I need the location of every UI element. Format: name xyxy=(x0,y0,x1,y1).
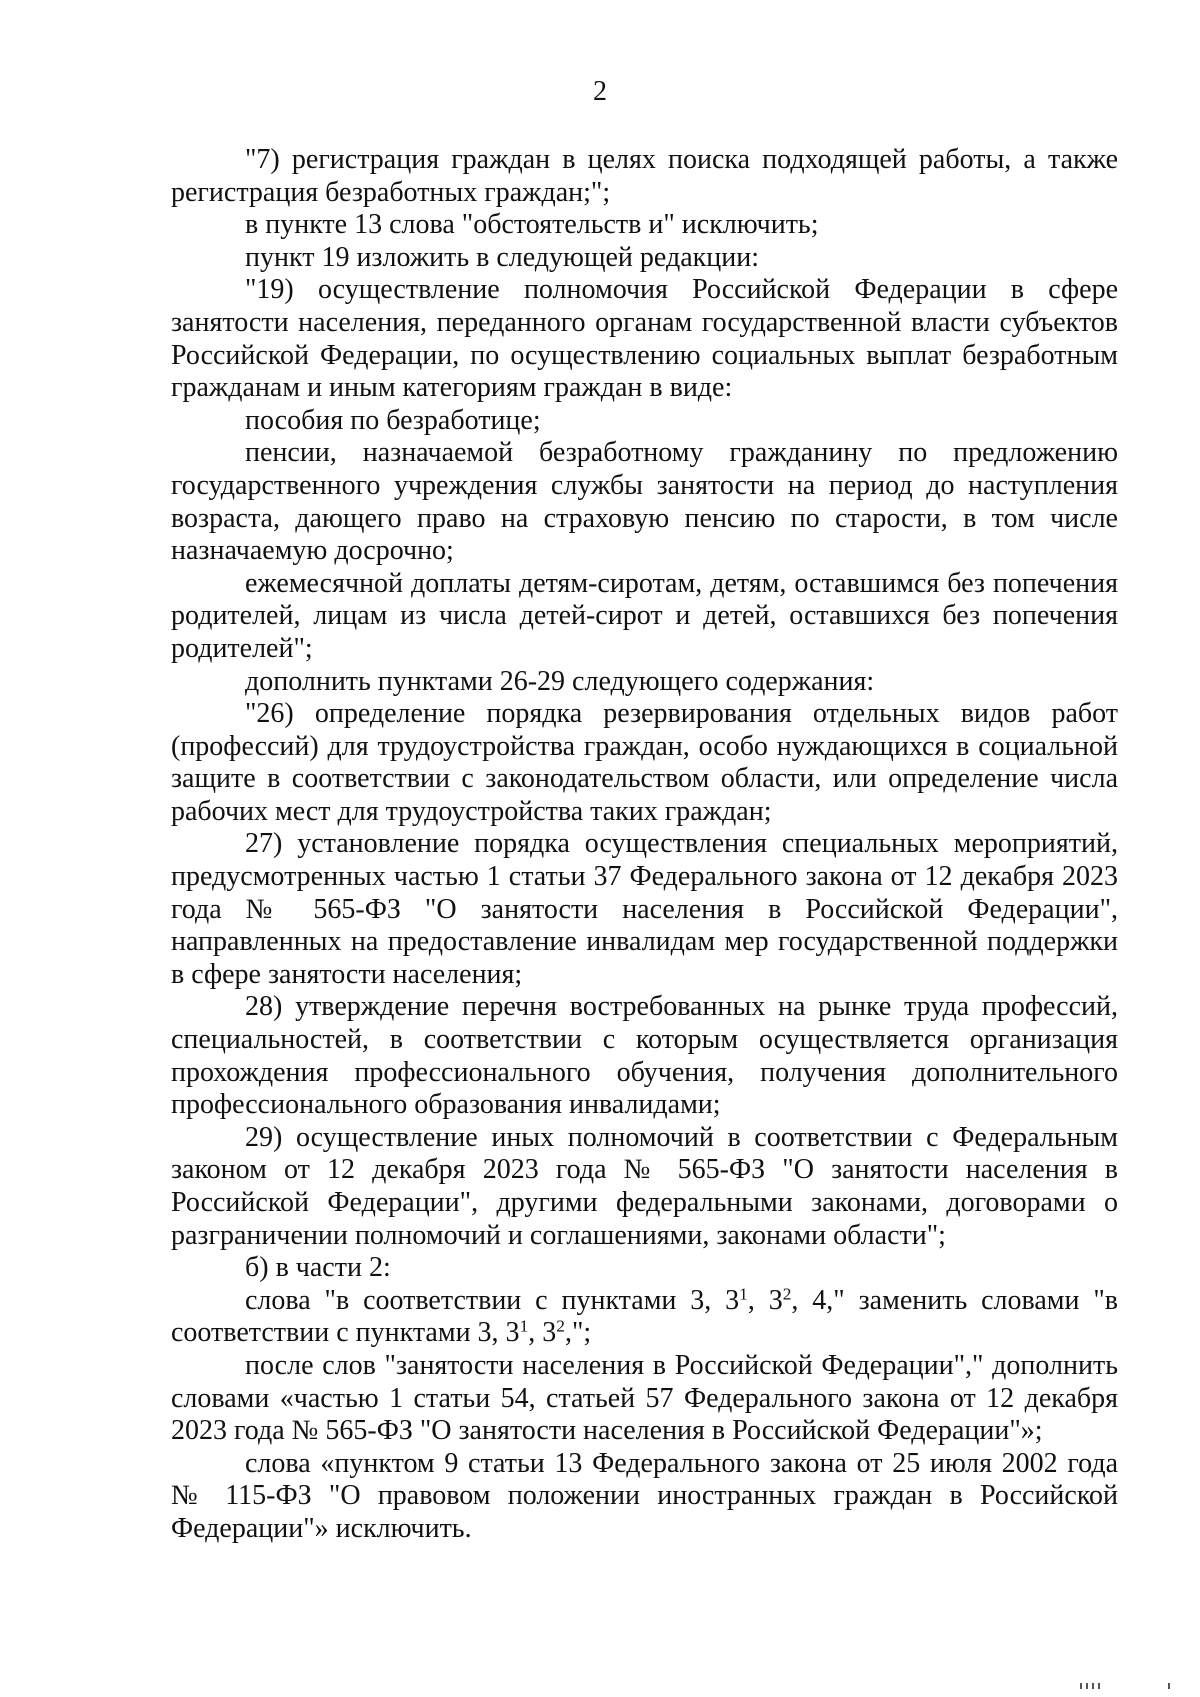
scan-artifact-marks xyxy=(1080,1683,1190,1691)
replace-text-e: ,"; xyxy=(564,1317,592,1349)
paragraph-item-28: 28) утверждение перечня востребованных на рынке труда профессий, специальностей, в соответствии с которым осуществляется организация прохождения профессионального обучения, получения дополнительного профессионального образования инвалидами; xyxy=(171,991,1118,1121)
replace-text-d: , 3 xyxy=(528,1317,557,1349)
replace-text-c: , 4," заменить словами "в соответствии с пунктами 3, 3 xyxy=(171,1284,1119,1349)
scan-mark xyxy=(1098,1683,1100,1689)
paragraph-replace-words xyxy=(171,1285,1118,1350)
replace-text-a: слова "в соответствии с пунктами 3, 3 xyxy=(245,1284,740,1316)
paragraph-add-words: после слов "занятости населения в Российской Федерации"," дополнить словами «частью 1 статьи 54, статьей 57 Федерального закона от 12 декабря 2023 года № 565-ФЗ "О занятости населения в Российской Федерации"»; xyxy=(171,1349,1118,1447)
replace-text-b: , 3 xyxy=(747,1284,783,1316)
superscript-3: 1 xyxy=(519,1316,529,1336)
scan-mark xyxy=(1168,1683,1170,1689)
paragraph-item-13: в пункте 13 слова "обстоятельств и" исключить; xyxy=(245,209,819,241)
document-body xyxy=(171,144,1118,1546)
paragraph-exclude-words: слова «пунктом 9 статьи 13 Федерального закона от 25 июля 2002 года № 115-ФЗ "О правовом положении иностранных граждан в Российской Федерации"» исключить. xyxy=(171,1447,1118,1544)
paragraph-item-19: "19) осуществление полномочия Российской Федерации в сфере занятости населения, переданного органам государственной власти субъектов Российской Федерации, по осуществлению социальных выплат безработным гражданам и иным категориям граждан в виде: xyxy=(171,274,1118,404)
paragraph-item-19-unemployment-benefit: пособия по безработице; xyxy=(245,404,541,436)
paragraph-item-27: 27) установление порядка осуществления специальных мероприятий, предусмотренных частью 1 статьи 37 Федерального закона от 12 декабря 2023 года № 565-ФЗ "О занятости населения в Российской Федерации", направленных на предоставление инвалидам мер государственной поддержки в сфере занятости населения; xyxy=(171,828,1118,990)
paragraph-item-19-intro: пункт 19 изложить в следующей редакции: xyxy=(245,241,759,273)
paragraph-items-26-29-intro: дополнить пунктами 26-29 следующего содержания: xyxy=(245,665,875,697)
scan-mark xyxy=(1086,1683,1088,1689)
paragraph-item-19-pension: пенсии, назначаемой безработному гражданину по предложению государственного учреждения службы занятости на период до наступления возраста, дающего право на страховую пенсию по старости, в том числе назначаемую досрочно; xyxy=(171,437,1118,567)
superscript-1: 1 xyxy=(739,1284,748,1304)
paragraph-part-2-intro: б) в части 2: xyxy=(245,1252,391,1284)
superscript-2: 2 xyxy=(782,1284,792,1304)
paragraph-item-7: "7) регистрация граждан в целях поиска подходящей работы, а также регистрация безработных граждан;"; xyxy=(171,144,1118,208)
scan-mark xyxy=(1092,1683,1094,1689)
paragraph-item-29: 29) осуществление иных полномочий в соответствии с Федеральным законом от 12 декабря 2023 года № 565-ФЗ "О занятости населения в Российской Федерации", другими федеральными законами, договорами о разграничении полномочий и соглашениями, законами области"; xyxy=(171,1121,1118,1251)
paragraph-item-26: "26) определение порядка резервирования отдельных видов работ (профессий) для трудоустройства граждан, особо нуждающихся в социальной защите в соответствии с законодательством области, или определение числа рабочих мест для трудоустройства таких граждан; xyxy=(171,698,1118,827)
page-number: 2 xyxy=(593,76,607,107)
scan-mark xyxy=(1080,1683,1082,1689)
superscript-4: 2 xyxy=(556,1316,565,1336)
paragraph-item-19-orphans-supplement: ежемесячной доплаты детям-сиротам, детям, оставшимся без попечения родителей, лицам из числа детей-сирот и детей, оставшихся без попечения родителей"; xyxy=(171,567,1118,664)
